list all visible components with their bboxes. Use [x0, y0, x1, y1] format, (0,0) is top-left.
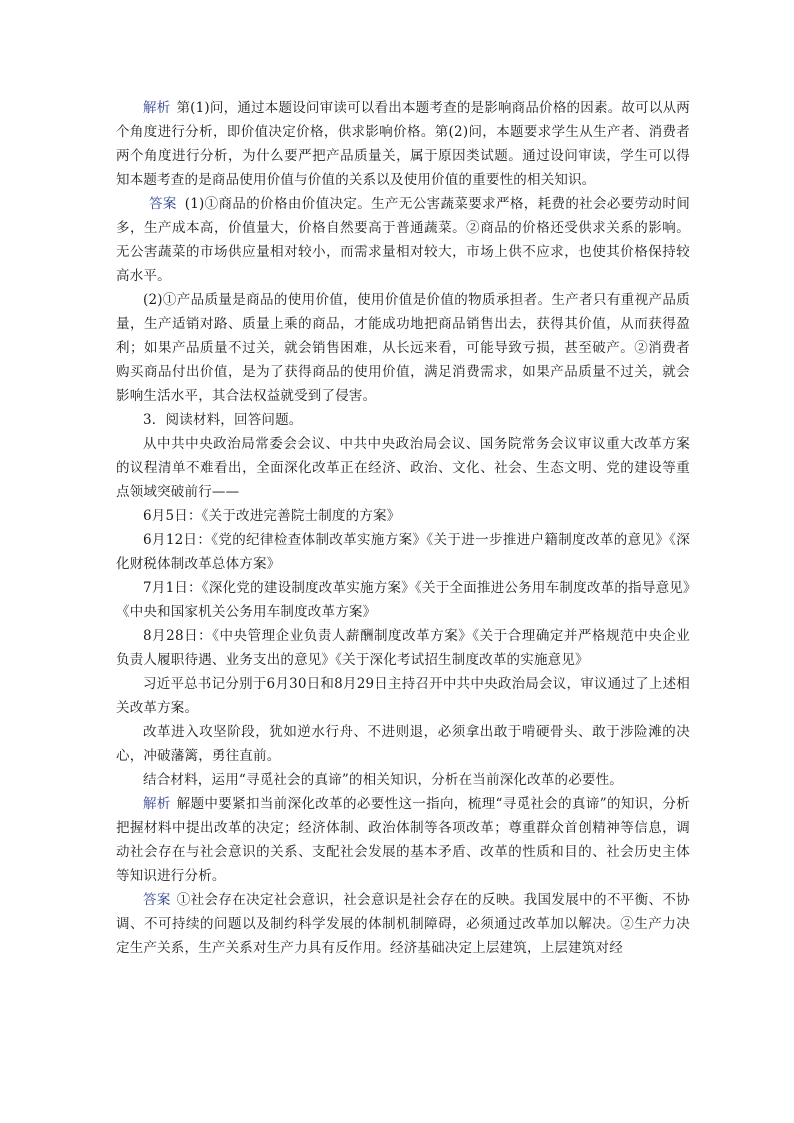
analysis-text: 第(1)问，通过本题设问审读可以看出本题考查的是影响商品价格的因素。故可以从两个角度进行分析，即价值决定价格，供求影响价格。第(2)问，本题要求学生从生产者、消费者两个角度进行分析，为什么要严把产品质量关，属于原因类试题。通过设问审读，学生可以得知本题考查的是商品使用价值与价值的关系以及使用价值的重要性的相关知识。	[116, 100, 690, 188]
material-item-june5	[116, 504, 690, 528]
answer-text: ①社会存在决定社会意识，社会意识是社会存在的反映。我国发展中的不平衡、不协调、不可持续的问题以及制约科学发展的体制机制障碍，必须通过改革加以解决。②生产力决定生产关系，生产关系对生产力具有反作用。经济基础决定上层建筑，上层建筑对经	[116, 892, 690, 956]
document-body	[116, 96, 690, 960]
material-meeting	[116, 672, 690, 720]
answer-paragraph-2	[116, 288, 690, 408]
material-conclusion	[116, 720, 690, 768]
material-text: 从中共中央政治局常委会会议、中共中央政治局会议、国务院常务会议审议重大改革方案的议程清单不难看出，全面深化改革正在经济、政治、文化、社会、生态文明、党的建设等重点领域突破前行——	[116, 436, 690, 500]
material-intro	[116, 432, 690, 504]
material-text: 8月28日：《中央管理企业负责人薪酬制度改革方案》《关于合理确定并严格规范中央企业负责人履职待遇、业务支出的意见》《关于深化考试招生制度改革的实施意见》	[116, 628, 690, 668]
answer-label: 答案	[149, 196, 177, 212]
answer-label: 答案	[143, 892, 171, 908]
question-text: 结合材料，运用“寻觅社会的真谛”的相关知识，分析在当前深化改革的必要性。	[143, 772, 624, 788]
question-prompt	[116, 768, 690, 792]
answer-paragraph-3	[116, 888, 690, 960]
material-item-july1	[116, 576, 690, 624]
question-heading	[116, 408, 690, 432]
material-item-june12	[116, 528, 690, 576]
material-text: 改革进入攻坚阶段，犹如逆水行舟、不进则退，必须拿出敢于啃硬骨头、敢于涉险滩的决心，冲破藩篱，勇往直前。	[116, 724, 690, 764]
material-text: 6月5日：《关于改进完善院士制度的方案》	[143, 508, 401, 524]
answer-paragraph-1	[116, 192, 690, 288]
material-text: 习近平总书记分别于6月30日和8月29日主持召开中共中央政治局会议，审议通过了上述相关改革方案。	[116, 676, 690, 716]
analysis-paragraph-1	[116, 96, 690, 192]
material-item-aug28	[116, 624, 690, 672]
analysis-label: 解析	[143, 100, 171, 116]
analysis-label: 解析	[143, 796, 171, 812]
material-text: 7月1日：《深化党的建设制度改革实施方案》《关于全面推进公务用车制度改革的指导意见》《中央和国家机关公务用车制度改革方案》	[116, 580, 690, 620]
material-text: 6月12日：《党的纪律检查体制改革实施方案》《关于进一步推进户籍制度改革的意见》《深化财税体制改革总体方案》	[116, 532, 690, 572]
answer-text: (1)①商品的价格由价值决定。生产无公害蔬菜要求严格，耗费的社会必要劳动时间多，生产成本高，价值量大，价格自然要高于普通蔬菜。②商品的价格还受供求关系的影响。无公害蔬菜的市场供应量相对较小，而需求量相对较大，市场上供不应求，也使其价格保持较高水平。	[116, 196, 690, 284]
answer-text: (2)①产品质量是商品的使用价值，使用价值是价值的物质承担者。生产者只有重视产品质量，生产适销对路、质量上乘的商品，才能成功地把商品销售出去，获得其价值，从而获得盈利；如果产品质量不过关，就会销售困难，从长远来看，可能导致亏损，甚至破产。②消费者购买商品付出价值，是为了获得商品的使用价值，满足消费需求，如果产品质量不过关，就会影响生活水平，其合法权益就受到了侵害。	[116, 292, 690, 404]
analysis-paragraph-2	[116, 792, 690, 888]
question-text: 3．阅读材料，回答问题。	[143, 412, 303, 428]
analysis-text: 解题中要紧扣当前深化改革的必要性这一指向，梳理“寻觅社会的真谛”的知识，分析把握材料中提出改革的决定；经济体制、政治体制等各项改革；尊重群众首创精神等信息，调动社会存在与社会意识的关系、支配社会发展的基本矛盾、改革的性质和目的、社会历史主体等知识进行分析。	[116, 796, 690, 884]
